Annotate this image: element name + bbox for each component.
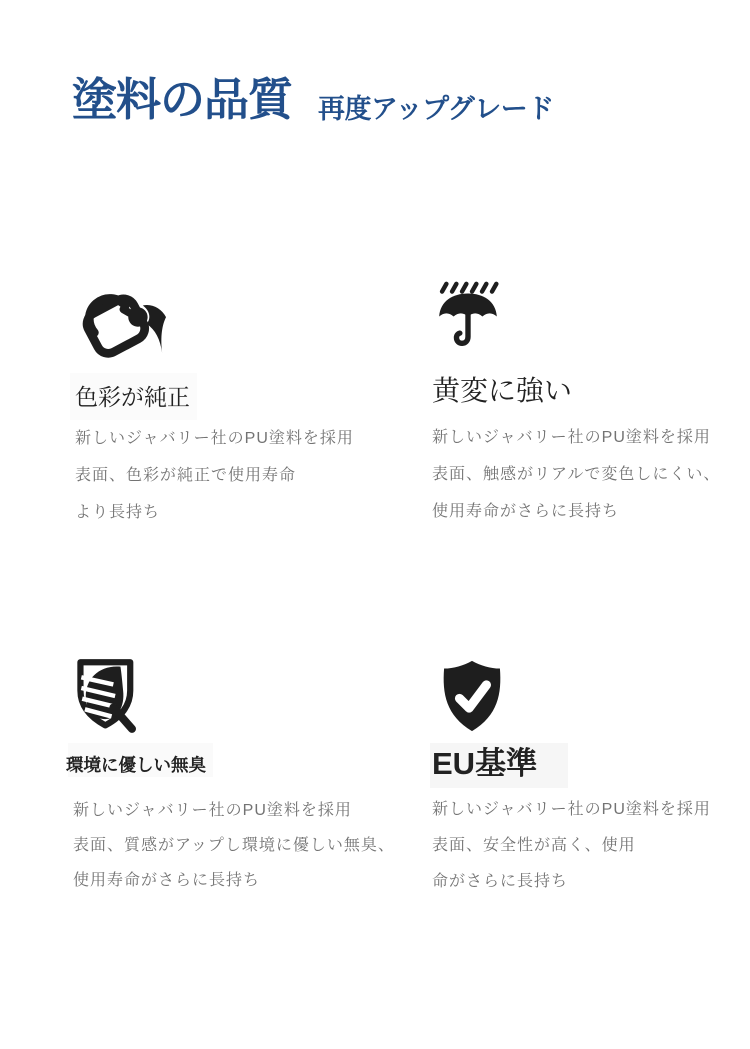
feature-line: 命がさらに長持ち — [432, 873, 569, 890]
feature-line: 表面、質感がアップし環境に優しい無臭、 — [73, 837, 395, 854]
feature-line: 新しいジャバリー社のPU塗料を採用 — [75, 430, 354, 447]
feature-line: 新しいジャバリー社のPU塗料を採用 — [432, 429, 711, 446]
feature-body — [75, 429, 354, 540]
leaf-shield-icon — [76, 657, 140, 735]
feature-line: 表面、色彩が純正で使用寿命 — [75, 467, 297, 484]
feature-line: 使用寿命がさらに長持ち — [73, 872, 261, 889]
feature-line: 使用寿命がさらに長持ち — [432, 503, 620, 520]
feature-line: 新しいジャバリー社のPU塗料を採用 — [432, 801, 711, 818]
feature-heading: 色彩が純正 — [75, 384, 190, 410]
page-title: 塗料の品質 — [72, 74, 293, 125]
feature-line: 新しいジャバリー社のPU塗料を採用 — [73, 802, 352, 819]
feature-line: 表面、安全性が高く、使用 — [432, 837, 636, 854]
feature-body — [432, 800, 711, 908]
shield-check-icon — [438, 657, 506, 734]
feature-heading: 黄変に強い — [432, 375, 573, 406]
feature-line: より長持ち — [75, 504, 161, 521]
feature-body — [432, 428, 720, 539]
feature-line: 表面、触感がリアルで変色しにくい、 — [432, 466, 721, 483]
feature-heading: 環境に優しい無臭 — [66, 755, 206, 775]
feature-body — [73, 801, 395, 906]
page-subtitle: 再度アップグレード — [318, 94, 554, 124]
paint-bucket-icon — [75, 281, 167, 359]
umbrella-rain-icon — [437, 281, 499, 354]
feature-heading: EU基準 — [432, 746, 538, 781]
